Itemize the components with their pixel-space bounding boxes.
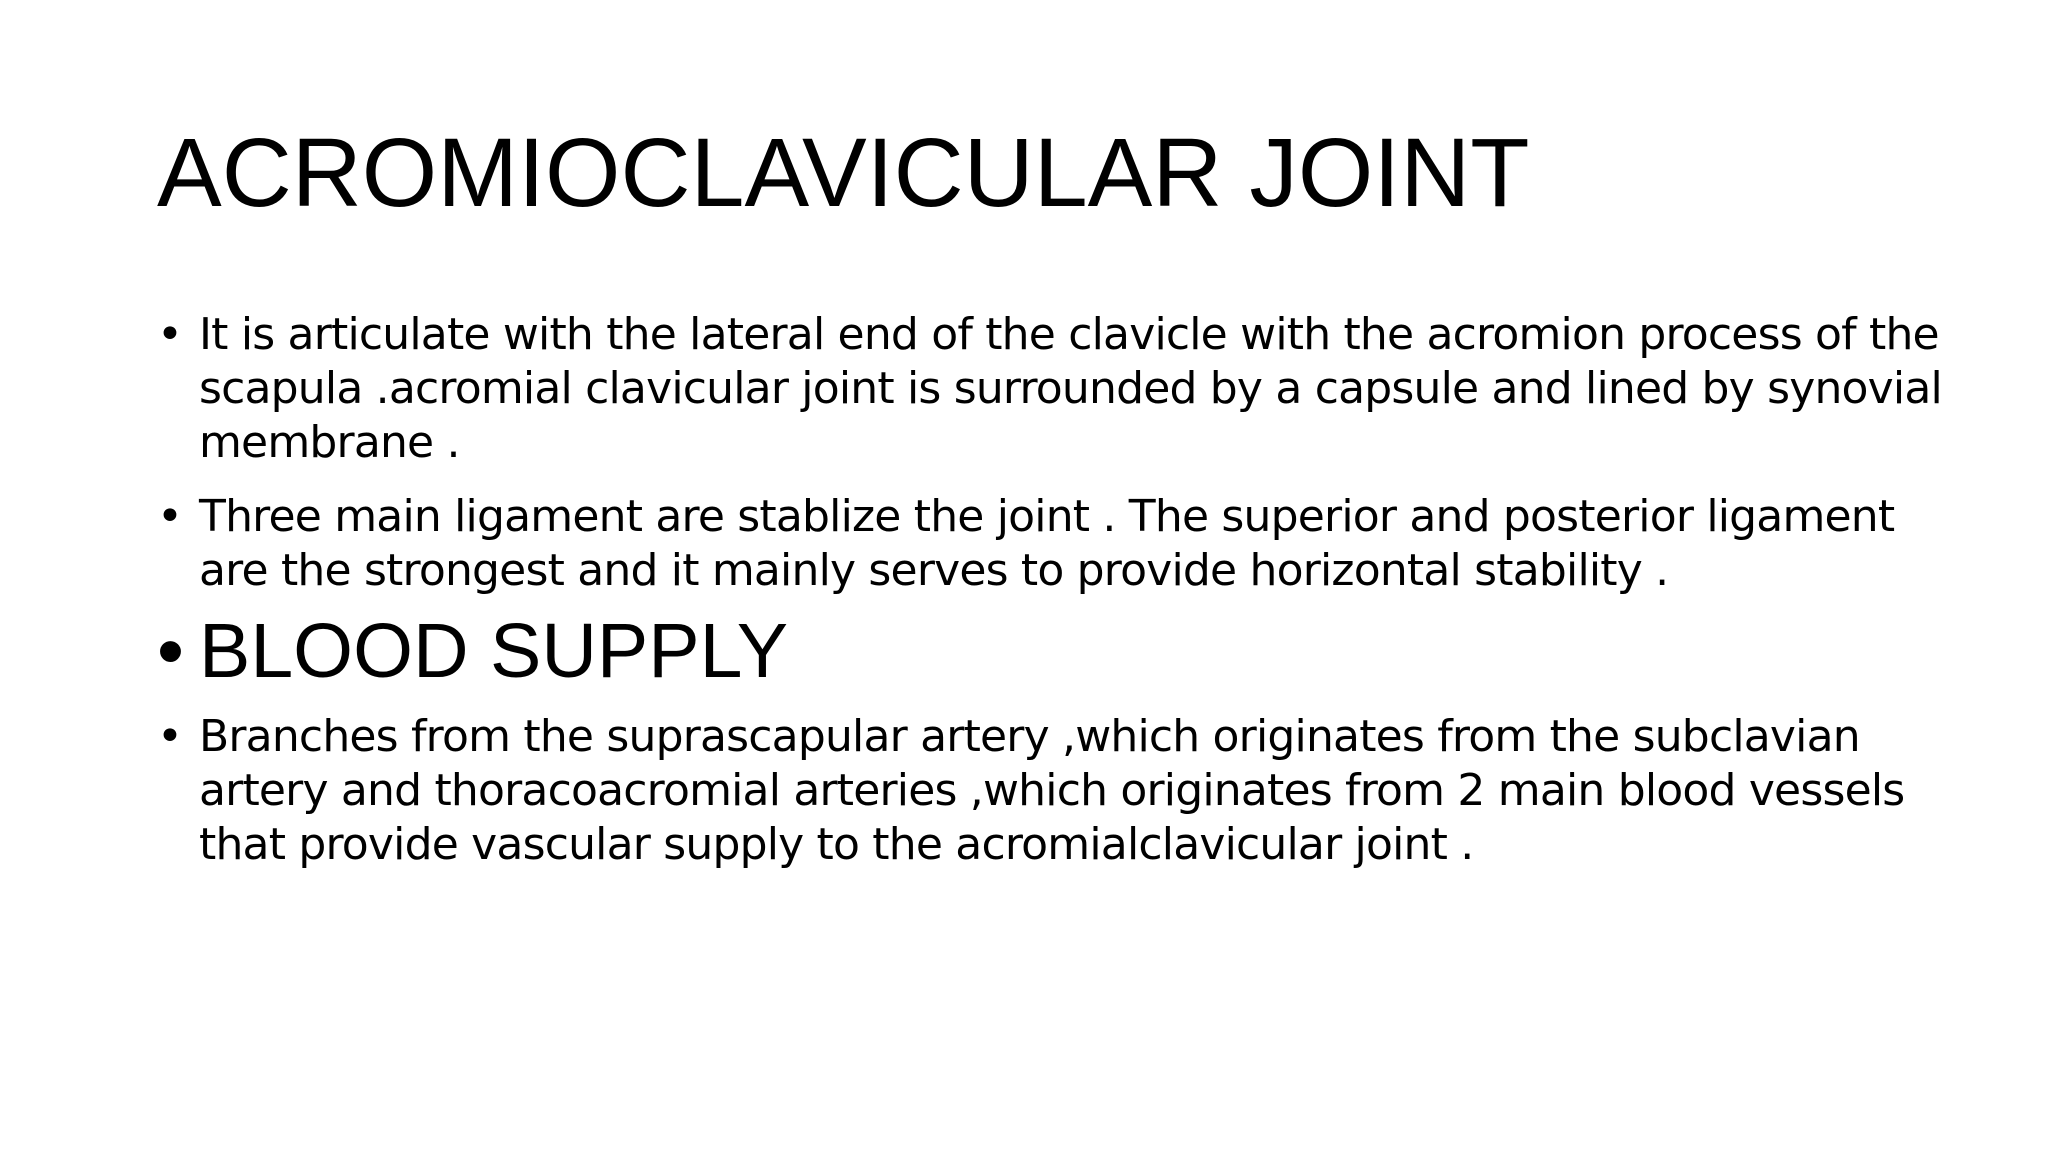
bullet-articulation-text: It is articulate with the lateral end of the clavicle with the acromion process of the scapula .acromial clavicular joint is surrounded by a capsule and lined by synovial membrane . xyxy=(199,309,1942,468)
bullet-dot-icon: • xyxy=(157,711,183,762)
bullet-list xyxy=(157,308,1947,892)
bullet-articulation xyxy=(157,308,1947,470)
bullet-dot-icon: • xyxy=(157,491,183,542)
bullet-blood-supply-heading xyxy=(157,608,1947,694)
bullet-dot-icon: • xyxy=(157,608,184,694)
blood-supply-detail-text: Branches from the suprascapular artery ,which originates from the subclavian artery and thoracoacromial arteries ,which originates from 2 main blood vessels that provide vascular supply to the acromialclavicular joint . xyxy=(199,711,1905,870)
bullet-ligaments xyxy=(157,490,1947,598)
bullet-blood-supply-detail xyxy=(157,710,1947,872)
slide-title: ACROMIOCLAVICULAR JOINT xyxy=(157,118,1530,227)
blood-supply-heading-text: BLOOD SUPPLY xyxy=(199,608,789,694)
bullet-dot-icon: • xyxy=(157,309,183,360)
bullet-ligaments-text: Three main ligament are stablize the joint . The superior and posterior ligament are the strongest and it mainly serves to provide horizontal stability . xyxy=(199,491,1895,596)
